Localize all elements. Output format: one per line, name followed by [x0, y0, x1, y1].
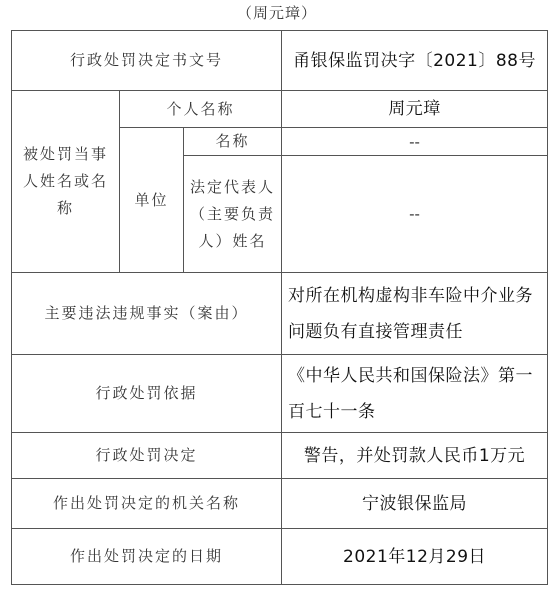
penalty-info-table	[11, 30, 548, 585]
table-row	[12, 31, 548, 91]
basis-label: 行政处罚依据	[12, 355, 282, 433]
unit-name-label: 名称	[184, 128, 282, 156]
facts-label: 主要违法违规事实（案由）	[12, 273, 282, 355]
unit-name-value: --	[282, 128, 548, 156]
basis-value: 《中华人民共和国保险法》第一百七十一条	[282, 355, 548, 433]
table-row	[12, 355, 548, 433]
doc-number-value: 甬银保监罚决字〔2021〕88号	[282, 31, 548, 91]
unit-label: 单位	[120, 128, 184, 273]
individual-name-label: 个人名称	[120, 91, 282, 128]
date-label: 作出处罚决定的日期	[12, 529, 282, 585]
table-row	[12, 273, 548, 355]
table-row	[12, 529, 548, 585]
date-value: 2021年12月29日	[282, 529, 548, 585]
decision-value: 警告，并处罚款人民币1万元	[282, 433, 548, 479]
individual-name-value: 周元璋	[282, 91, 548, 128]
decision-label: 行政处罚决定	[12, 433, 282, 479]
doc-number-label: 行政处罚决定书文号	[12, 31, 282, 91]
legal-rep-value: --	[282, 156, 548, 273]
table-row	[12, 433, 548, 479]
table-row	[12, 479, 548, 529]
authority-label: 作出处罚决定的机关名称	[12, 479, 282, 529]
legal-rep-label: 法定代表人（主要负责人）姓名	[184, 156, 282, 273]
authority-value: 宁波银保监局	[282, 479, 548, 529]
table-row	[12, 91, 548, 128]
facts-value: 对所在机构虚构非车险中介业务问题负有直接管理责任	[282, 273, 548, 355]
party-group-label: 被处罚当事人姓名或名称	[12, 91, 120, 273]
document-caption: （周元璋）	[236, 4, 317, 22]
